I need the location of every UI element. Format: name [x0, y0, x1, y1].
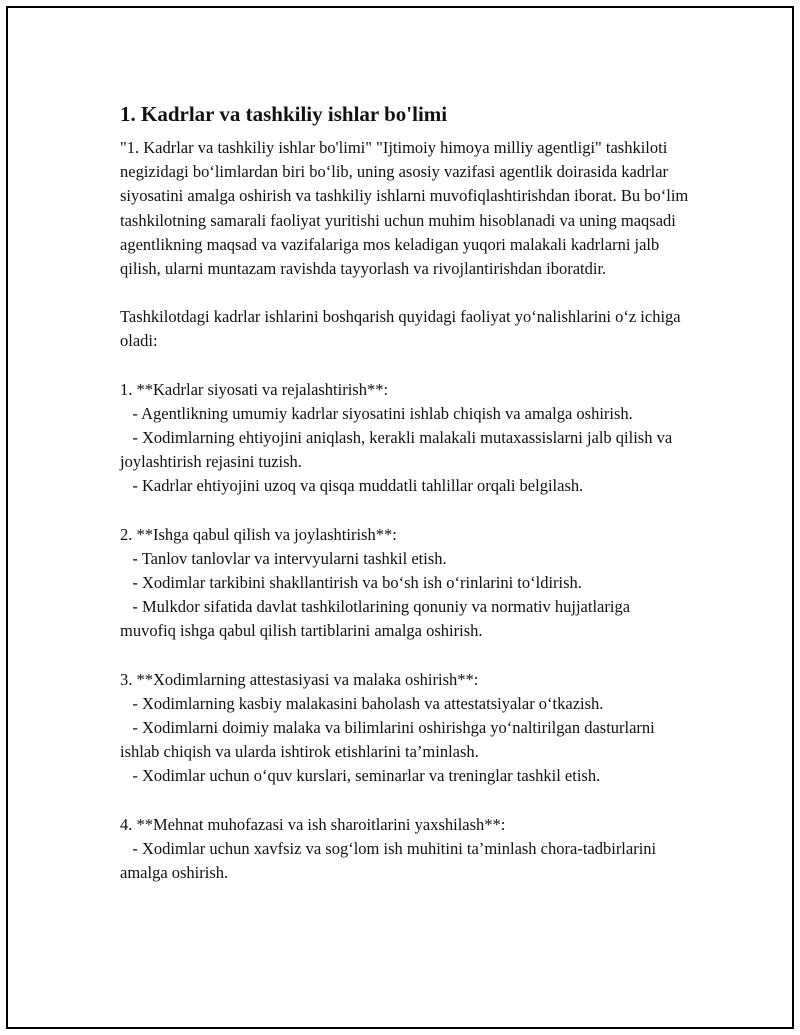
list-item: - Xodimlarni doimiy malaka va bilimlarini oshirishga yo‘naltirilgan dasturlarni ishlab chiqish va ularda ishtirok etishlarini ta’minlash. — [120, 718, 659, 762]
section-2 — [120, 523, 690, 644]
list-item: - Agentlikning umumiy kadrlar siyosatini ishlab chiqish va amalga oshirish. — [120, 403, 633, 423]
list-item: - Xodimlar uchun xavfsiz va sog‘lom ish muhitini ta’minlash chora-tadbirlarini amalga oshirish. — [120, 838, 661, 883]
list-item: - Xodimlarning kasbiy malakasini baholash va attestatsiyalar o‘tkazish. — [120, 693, 604, 713]
list-item: - Tanlov tanlovlar va intervyularni tashkil etish. — [120, 548, 447, 568]
list-item: - Xodimlarning ehtiyojini aniqlash, kerakli malakali mutaxassislarni jalb qilish va joylashtirish rejasini tuzish. — [120, 428, 677, 472]
list-item: - Kadrlar ehtiyojini uzoq va qisqa muddatli tahlillar orqali belgilash. — [120, 476, 584, 496]
section-heading: 1. **Kadrlar siyosati va rejalashtirish**: — [120, 379, 389, 399]
list-item: - Xodimlar uchun o‘quv kurslari, seminarlar va treninglar tashkil etish. — [120, 766, 601, 786]
section-3 — [120, 668, 690, 789]
list-item: - Mulkdor sifatida davlat tashkilotlarining qonuniy va normativ hujjatlariga muvofiq ishga qabul qilish tartiblarini amalga oshirish. — [120, 597, 635, 641]
section-heading: 4. **Mehnat muhofazasi va ish sharoitlarini yaxshilash**: — [120, 814, 506, 834]
section-1 — [120, 378, 690, 499]
section-heading: 3. **Xodimlarning attestasiyasi va malaka oshirish**: — [120, 669, 479, 689]
section-heading: 2. **Ishga qabul qilish va joylashtirish**: — [120, 524, 397, 544]
list-item: - Xodimlar tarkibini shakllantirish va bo‘sh ish o‘rinlarini to‘ldirish. — [120, 573, 582, 593]
page-frame — [6, 6, 794, 1029]
document-title: 1. Kadrlar va tashkiliy ishlar bo'limi — [120, 102, 448, 126]
intro-paragraph: "1. Kadrlar va tashkiliy ishlar bo'limi" "Ijtimoiy himoya milliy agentligi" tashkiloti negizidagi bo‘limlardan biri bo‘lib, uning asosiy vazifasi agentlik doirasida kadrlar siyosatini amalga oshirish va tashkiliy ishlarni muvofiqlashtirishdan iborat. Bu bo‘lim tashkilotning samarali faoliyat yuritishi uchun muhim hisoblanadi va uning maqsadi agentlikning maqsad va vazifalariga mos keladigan yuqori malakali kadrlarni jalb qilish, ularni muntazam ravishda tayyorlash va rivojlantirishdan iboratdir. — [120, 138, 689, 279]
overview-paragraph: Tashkilotdagi kadrlar ishlarini boshqarish quyidagi faoliyat yo‘nalishlarini o‘z ichiga oladi: — [120, 307, 681, 351]
document-body — [120, 100, 690, 909]
section-4 — [120, 813, 690, 886]
